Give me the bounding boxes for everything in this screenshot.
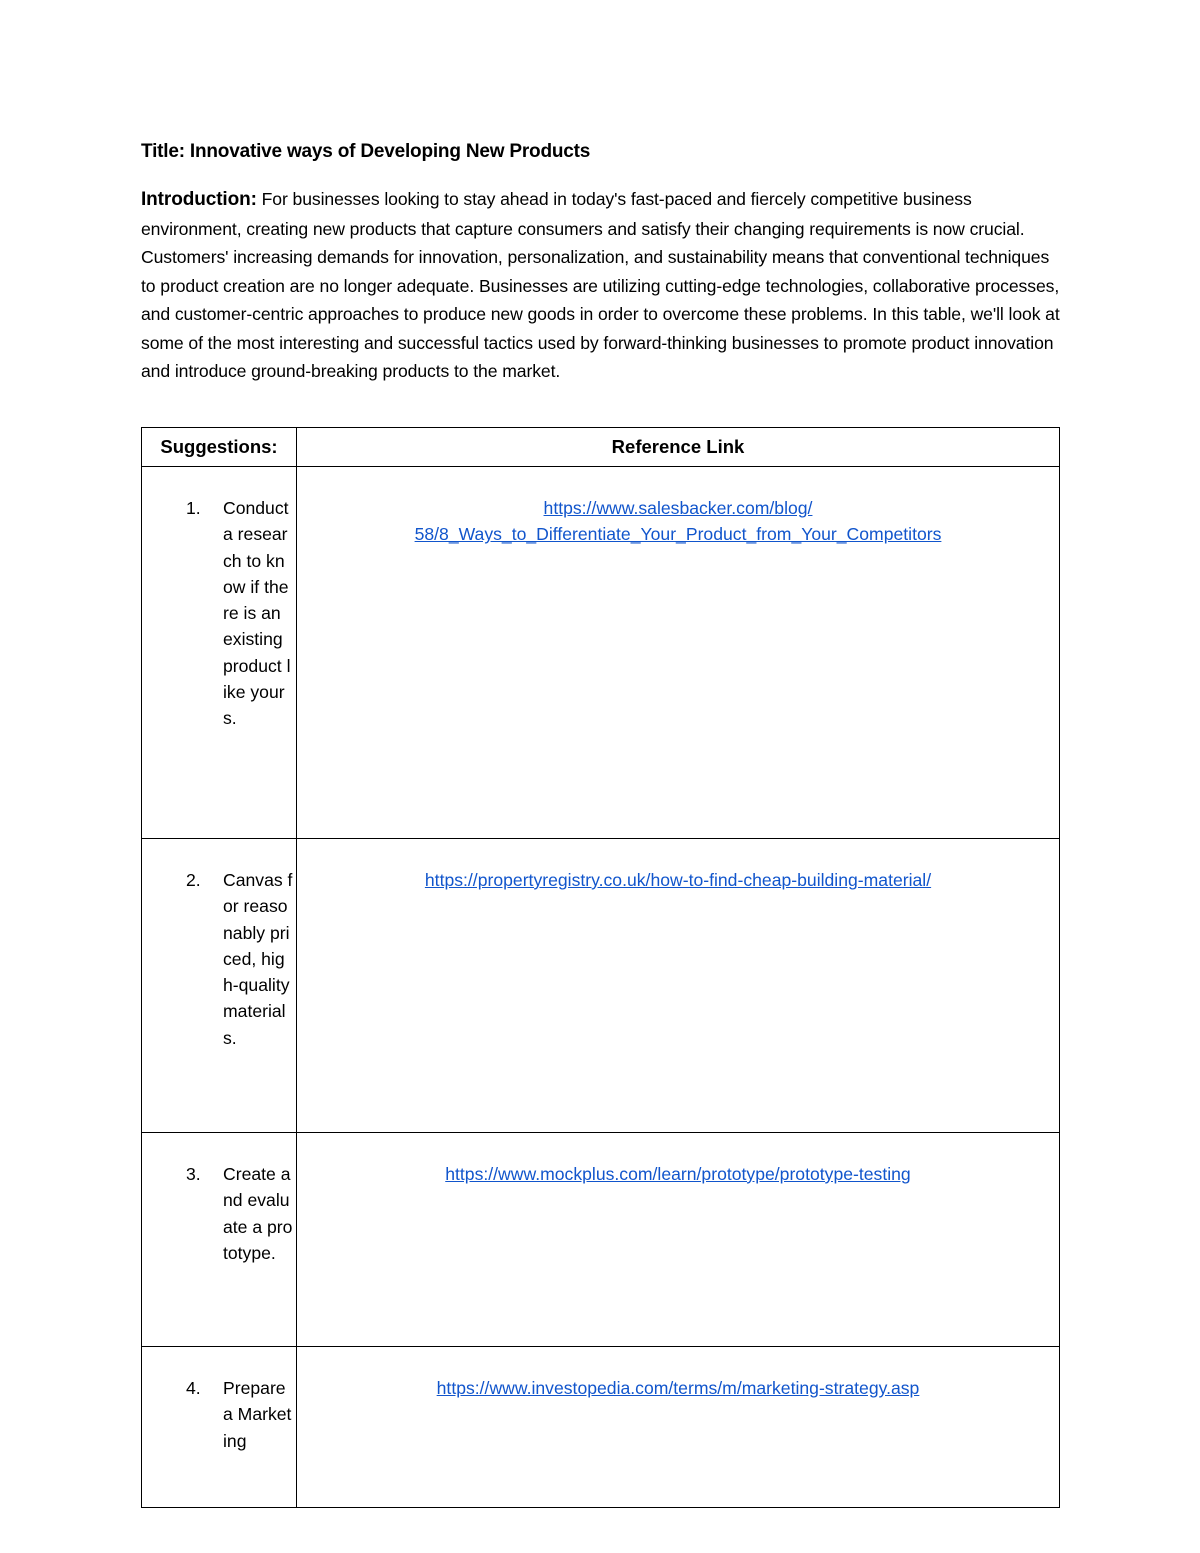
reference-link[interactable]: https://www.investopedia.com/terms/m/marketing-strategy.asp [436,1378,920,1398]
table-row [142,467,1060,839]
table-row [142,1347,1060,1508]
table-header-row [142,428,1060,467]
reference-cell [297,1133,1060,1347]
introduction-paragraph [141,185,1061,386]
suggestions-table [141,427,1060,1508]
reference-link[interactable]: https://www.mockplus.com/learn/prototype/prototype-testing [445,1164,911,1184]
suggestion-cell [142,1347,297,1508]
reference-cell [297,839,1060,1133]
suggestion-cell [142,839,297,1133]
suggestion-number: 2. [186,870,201,890]
suggestion-text: Create and evaluate a prototype. [223,1164,293,1263]
reference-link-line: 58/8_Ways_to_Differentiate_Your_Product_from_Your_Competitors [414,524,942,545]
reference-cell [297,467,1060,839]
document-title: Title: Innovative ways of Developing New Products [141,141,591,162]
introduction-label: Introduction: [141,189,257,210]
suggestion-number: 1. [186,498,201,518]
reference-link-line: https://www.salesbacker.com/blog/ [543,498,813,518]
header-reference-link: Reference Link [297,428,1060,467]
table-row [142,1133,1060,1347]
suggestion-text: Canvas for reasonably priced, high-quality materials. [223,870,293,1048]
reference-link[interactable] [297,495,1059,548]
reference-cell [297,1347,1060,1508]
suggestion-number: 3. [186,1164,201,1184]
table-row [142,839,1060,1133]
suggestion-cell [142,467,297,839]
introduction-text: For businesses looking to stay ahead in today's fast-paced and fiercely competitive business environment, creating new products that capture consumers and satisfy their changing requirements is now crucial. Customers' increasing demands for innovation, personalization, and sustainability means that conventional techniques to product creation are no longer adequate. Businesses are utilizing cutting-edge technologies, collaborative processes, and customer-centric approaches to produce new goods in order to overcome these problems. In this table, we'll look at some of the most interesting and successful tactics used by forward-thinking businesses to promote product innovation and introduce ground-breaking products to the market. [141,189,1060,381]
suggestion-text: Conduct a research to know if there is an existing product like yours. [223,498,291,729]
header-suggestions: Suggestions: [142,428,297,467]
suggestion-text: Prepare a Marketing [223,1378,292,1451]
reference-link[interactable]: https://propertyregistry.co.uk/how-to-find-cheap-building-material/ [424,870,932,890]
suggestion-cell [142,1133,297,1347]
suggestion-number: 4. [186,1378,201,1398]
